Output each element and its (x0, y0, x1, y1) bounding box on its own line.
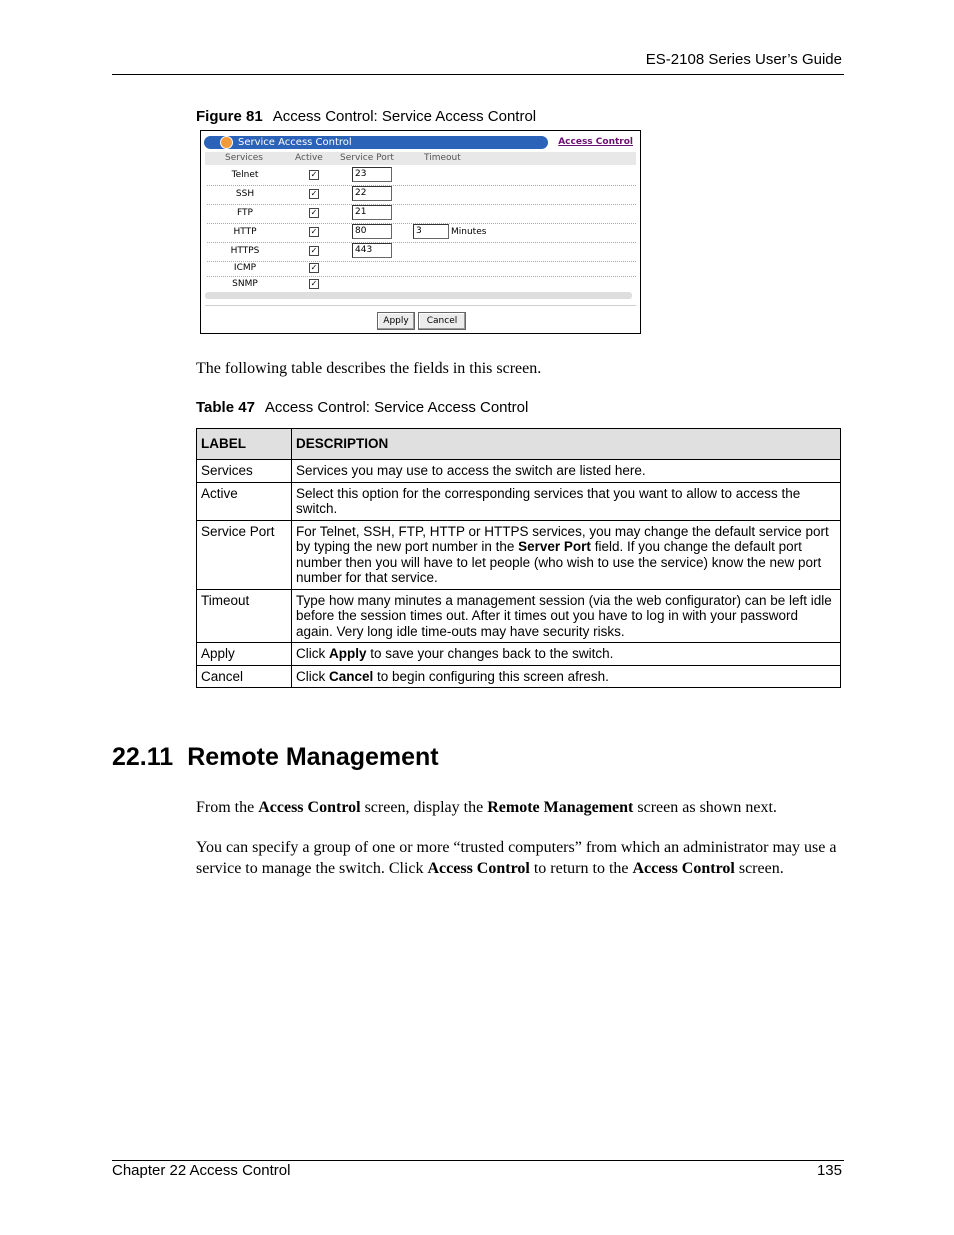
para-bold: Access Control (427, 860, 530, 877)
row-label: Cancel (197, 665, 292, 688)
row-label: Apply (197, 643, 292, 666)
table-label: Table 47 (196, 399, 255, 416)
row-label: Services (197, 460, 292, 483)
header-rule (112, 74, 844, 75)
active-checkbox[interactable]: ✓ (310, 208, 318, 217)
row-description: Type how many minutes a management session (via the web configurator) can be left idle before the session times out. After it times out you have to log in with your password again. Very long idle time-outs may have security risks. (292, 589, 841, 643)
section-paragraph-2 (196, 837, 844, 879)
figure-caption-text: Access Control: Service Access Control (272, 108, 537, 125)
service-row-icmp (207, 261, 636, 277)
page-number: 135 (816, 1162, 842, 1179)
intro-paragraph: The following table describes the fields in this screen. (196, 360, 542, 377)
title-bullet-icon (220, 136, 233, 149)
footer-rule (112, 1160, 844, 1161)
service-row-snmp (207, 276, 636, 291)
row-description: Services you may use to access the switch are listed here. (292, 460, 841, 483)
row-label: Active (197, 482, 292, 520)
para-text: screen, display the (360, 799, 488, 816)
service-label: HTTPS (230, 246, 260, 256)
para-text: You can specify a group of one or more “trusted computers” from which an administrator may use a service to manage the switch. Click (196, 839, 837, 877)
footer-chapter: Chapter 22 Access Control (112, 1162, 291, 1179)
section-paragraph-1 (196, 797, 841, 818)
port-input[interactable]: 22 (352, 186, 392, 201)
table-bottom-bar (205, 292, 632, 299)
header-description: DESCRIPTION (292, 429, 841, 460)
row-label: Timeout (197, 589, 292, 643)
para-bold: Access Control (258, 799, 361, 816)
timeout-input[interactable]: 3 (413, 224, 449, 239)
col-services: Services (225, 153, 263, 163)
col-timeout: Timeout (424, 153, 461, 163)
desc-text: to save your changes back to the switch. (366, 646, 614, 661)
row-description (292, 520, 841, 589)
apply-button[interactable]: Apply (377, 312, 415, 330)
service-label: HTTP (233, 227, 257, 237)
active-checkbox[interactable]: ✓ (310, 170, 318, 179)
active-checkbox[interactable]: ✓ (310, 263, 318, 272)
service-label: FTP (237, 208, 253, 218)
service-label: Telnet (231, 170, 259, 180)
description-table (196, 428, 841, 688)
table-row (197, 482, 841, 520)
desc-bold: Server Port (518, 539, 591, 554)
table-row (197, 589, 841, 643)
table-caption (196, 399, 528, 416)
para-text: screen. (734, 860, 784, 877)
table-header-row (197, 429, 841, 460)
service-row-ftp (207, 204, 636, 224)
table-row (197, 643, 841, 666)
service-row-https (207, 242, 636, 262)
port-input[interactable]: 23 (352, 167, 392, 182)
para-text: screen as shown next. (633, 799, 777, 816)
table-caption-text: Access Control: Service Access Control (264, 399, 529, 416)
section-number: 22.11 (112, 743, 174, 771)
table-row (197, 520, 841, 589)
port-input[interactable]: 80 (352, 224, 392, 239)
active-checkbox[interactable]: ✓ (310, 279, 318, 288)
header-label: LABEL (197, 429, 292, 460)
figure-label: Figure 81 (196, 108, 263, 125)
row-description (292, 643, 841, 666)
port-input[interactable]: 21 (352, 205, 392, 220)
service-row-ssh (207, 185, 636, 205)
para-text: From the (196, 799, 259, 816)
row-label: Service Port (197, 520, 292, 589)
figure-caption (196, 108, 536, 125)
section-title: Remote Management (187, 743, 439, 771)
para-bold: Access Control (632, 860, 735, 877)
access-control-link[interactable]: Access Control (558, 137, 633, 147)
table-row (197, 460, 841, 483)
running-header: ES-2108 Series User’s Guide (645, 51, 842, 68)
desc-text: to begin configuring this screen afresh. (373, 668, 609, 684)
service-access-control-screenshot (200, 130, 641, 334)
column-header-bar (205, 152, 636, 165)
active-checkbox[interactable]: ✓ (310, 246, 318, 255)
timeout-unit: Minutes (451, 227, 487, 237)
col-active: Active (295, 153, 323, 163)
row-description (292, 665, 841, 688)
port-input[interactable]: 443 (352, 243, 392, 258)
col-service-port: Service Port (340, 153, 394, 163)
desc-text: Click (296, 646, 329, 661)
active-checkbox[interactable]: ✓ (310, 189, 318, 198)
cancel-button[interactable]: Cancel (418, 312, 466, 330)
service-label: SNMP (232, 279, 258, 289)
service-label: SSH (235, 189, 255, 199)
table-row (197, 665, 841, 688)
service-row-http (207, 223, 636, 243)
para-bold: Remote Management (487, 799, 634, 816)
service-label: ICMP (233, 263, 257, 273)
desc-text: Click (296, 668, 329, 684)
para-text: to return to the (529, 860, 633, 877)
screen-title: Service Access Control (238, 137, 352, 148)
desc-text: For Telnet, SSH, FTP, HTTP or HTTPS services, you may change the default service port by typing the new port number in the (296, 523, 829, 554)
desc-bold: Cancel (329, 668, 374, 684)
footer-divider (205, 305, 636, 306)
desc-text: field. If you change the default port number then you will have to let people (who wish to use the service) know the new port number for that service. (296, 539, 822, 585)
desc-bold: Apply (329, 646, 367, 661)
section-heading (112, 743, 439, 772)
screen-titlebar (204, 136, 548, 149)
row-description: Select this option for the corresponding services that you want to allow to access the switch. (292, 482, 841, 520)
active-checkbox[interactable]: ✓ (310, 227, 318, 236)
service-row-telnet (207, 166, 636, 186)
